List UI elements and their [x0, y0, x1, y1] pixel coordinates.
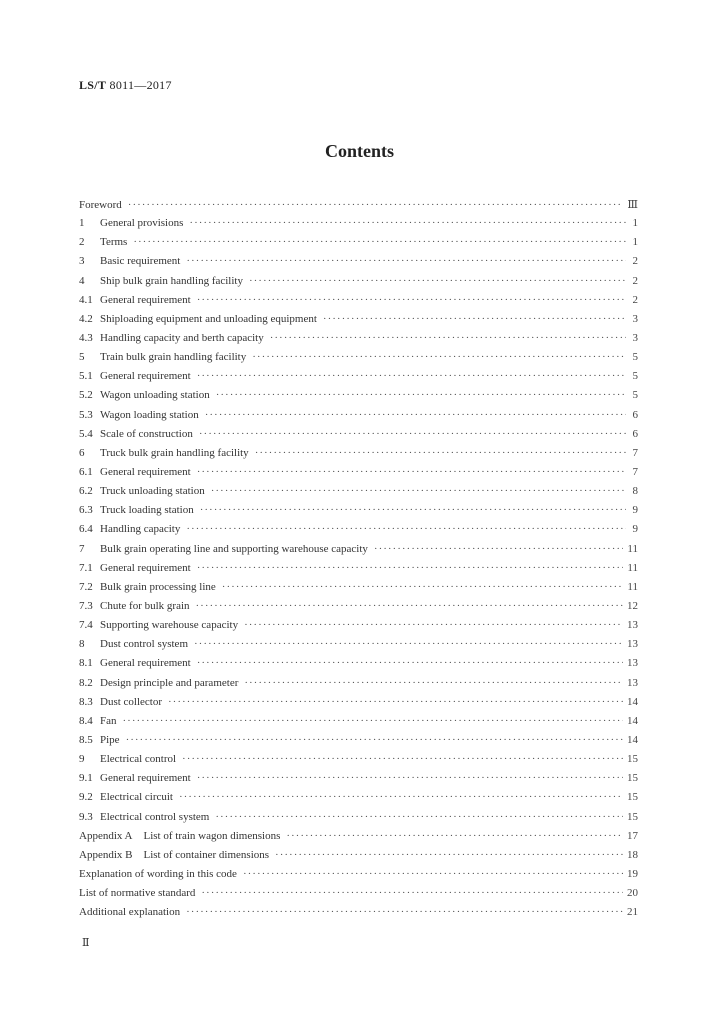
toc-entry[interactable] [79, 696, 638, 715]
toc-entry-label: General requirement [100, 561, 191, 574]
toc-entry[interactable] [79, 428, 638, 447]
toc-entry-label: Handling capacity and berth capacity [100, 331, 264, 344]
toc-entry-label: Supporting warehouse capacity [100, 619, 239, 632]
toc-entry-number: Appendix A [79, 829, 133, 842]
toc-entry[interactable] [79, 332, 638, 351]
toc-entry-page: 15 [627, 791, 638, 804]
dot-leader [133, 236, 626, 248]
toc-entry-label: Bulk grain operating line and supporting warehouse capacity [100, 542, 368, 555]
dot-leader [200, 504, 626, 516]
toc-entry[interactable] [79, 677, 638, 696]
toc-entry-page: 1 [632, 217, 638, 230]
toc-entry-number: 4 [79, 274, 85, 287]
toc-entry-number: 5.2 [79, 389, 93, 402]
toc-entry-label: General requirement [100, 465, 191, 478]
toc-entry-label: Shiploading equipment and unloading equipment [100, 312, 317, 325]
toc-entry-page: 5 [632, 351, 638, 364]
toc-entry-page: 6 [632, 408, 638, 421]
toc-entry-number: 6 [79, 446, 85, 459]
toc-entry[interactable] [79, 734, 638, 753]
dot-leader [270, 332, 626, 344]
dot-leader [211, 485, 626, 497]
dot-leader [168, 696, 623, 708]
toc-entry-number: 8.5 [79, 733, 93, 746]
toc-entry-number: 8.3 [79, 695, 93, 708]
toc-entry-label: Wagon unloading station [100, 389, 210, 402]
toc-entry[interactable] [79, 849, 638, 868]
toc-entry-page: 20 [627, 887, 638, 900]
toc-entry-number: 9.3 [79, 810, 93, 823]
page-title: Contents [324, 141, 394, 161]
toc-entry-label: Pipe [100, 733, 120, 746]
dot-leader [126, 734, 623, 746]
toc-entry-page: 21 [627, 906, 638, 919]
toc-entry-label: Explanation of wording in this code [79, 867, 237, 880]
dot-leader [215, 811, 623, 823]
toc-entry-label: List of container dimensions [143, 848, 270, 861]
toc-entry[interactable] [79, 657, 638, 676]
toc-entry-label: Truck bulk grain handling facility [100, 446, 249, 459]
dot-leader [216, 389, 626, 401]
toc-entry-page: Ⅲ [627, 199, 638, 211]
dot-leader [197, 772, 623, 784]
dot-leader [244, 677, 623, 689]
toc-entry-label: Chute for bulk grain [100, 599, 190, 612]
toc-entry-page: 7 [632, 465, 638, 478]
toc-entry[interactable] [79, 294, 638, 313]
toc-entry-label: Design principle and parameter [100, 676, 239, 689]
toc-entry-page: 5 [632, 370, 638, 383]
toc-entry-page: 19 [627, 867, 638, 880]
dot-leader [199, 428, 626, 440]
toc-entry-number: 7.1 [79, 561, 93, 574]
dot-leader [186, 523, 626, 535]
dot-leader [186, 906, 623, 918]
toc-entry[interactable] [79, 504, 638, 523]
page-number: Ⅱ [82, 937, 90, 949]
toc-entry-number: 6.4 [79, 523, 93, 536]
toc-entry[interactable] [79, 600, 638, 619]
dot-leader [275, 849, 623, 861]
toc-entry[interactable] [79, 447, 638, 466]
toc-entry[interactable] [79, 562, 638, 581]
toc-entry-number: 8 [79, 638, 85, 651]
toc-entry-page: 14 [627, 733, 638, 746]
toc-entry-page: 13 [627, 619, 638, 632]
toc-entry-page: 7 [632, 446, 638, 459]
toc-entry[interactable] [79, 275, 638, 294]
toc-entry-label: Ship bulk grain handling facility [100, 274, 243, 287]
toc-entry[interactable] [79, 638, 638, 657]
toc-entry-page: 1 [632, 236, 638, 249]
toc-entry-label: Electrical circuit [100, 791, 173, 804]
dot-leader [222, 581, 624, 593]
dot-leader [196, 600, 623, 612]
toc-entry-number: 8.4 [79, 714, 93, 727]
toc-entry-page: 17 [627, 829, 638, 842]
toc-entry-page: 9 [632, 504, 638, 517]
toc-entry-label: Electrical control [100, 753, 177, 766]
toc-entry[interactable] [79, 198, 638, 217]
toc-entry-label: General requirement [100, 293, 191, 306]
toc-entry-label: General provisions [100, 217, 184, 230]
toc-entry-number: 3 [79, 255, 85, 268]
toc-entry-page: 15 [627, 753, 638, 766]
table-of-contents [79, 198, 638, 925]
toc-entry-page: 14 [627, 714, 638, 727]
toc-entry-page: 13 [627, 638, 638, 651]
toc-entry[interactable] [79, 581, 638, 600]
toc-entry-page: 3 [632, 312, 638, 325]
toc-entry-label: Dust control system [100, 638, 188, 651]
toc-entry[interactable] [79, 887, 638, 906]
toc-entry-number: 8.2 [79, 676, 93, 689]
dot-leader [123, 715, 624, 727]
dot-leader [286, 830, 623, 842]
toc-entry-page: 13 [627, 676, 638, 689]
dot-leader [197, 657, 623, 669]
toc-entry-label: Electrical control system [100, 810, 210, 823]
toc-entry-number: 4.1 [79, 293, 93, 306]
toc-entry[interactable] [79, 409, 638, 428]
toc-entry-label: Bulk grain processing line [100, 580, 216, 593]
toc-entry-number: 7 [79, 542, 85, 555]
toc-entry-label: Truck loading station [100, 504, 194, 517]
toc-entry-label: List of train wagon dimensions [143, 829, 281, 842]
toc-entry-label: Additional explanation [79, 906, 181, 919]
dot-leader [179, 791, 623, 803]
dot-leader [194, 638, 623, 650]
toc-entry-label: Basic requirement [100, 255, 181, 268]
toc-entry[interactable] [79, 466, 638, 485]
dot-leader [182, 753, 623, 765]
toc-entry-page: 11 [627, 561, 638, 574]
toc-entry-number: 7.4 [79, 619, 93, 632]
toc-entry-number: 4.3 [79, 331, 93, 344]
toc-entry-label: Foreword [79, 199, 122, 211]
toc-entry-label: General requirement [100, 370, 191, 383]
standard-prefix: LS/T [79, 78, 107, 92]
toc-entry-page: 15 [627, 810, 638, 823]
dot-leader [197, 370, 626, 382]
toc-entry-number: Appendix B [79, 848, 133, 861]
dot-leader [255, 447, 626, 459]
toc-entry[interactable] [79, 351, 638, 370]
toc-entry[interactable] [79, 313, 638, 332]
dot-leader [197, 562, 624, 574]
dot-leader [128, 199, 624, 211]
dot-leader [201, 887, 623, 899]
toc-entry-page: 2 [632, 293, 638, 306]
toc-entry-label: General requirement [100, 657, 191, 670]
toc-entry-number: 7.3 [79, 599, 93, 612]
standard-number: 8011—2017 [109, 78, 172, 92]
toc-entry-number: 8.1 [79, 657, 93, 670]
toc-entry-label: General requirement [100, 772, 191, 785]
toc-entry-number: 5 [79, 351, 85, 364]
toc-entry-page: 13 [627, 657, 638, 670]
dot-leader [197, 294, 626, 306]
dot-leader [186, 255, 626, 267]
toc-entry-label: Scale of construction [100, 427, 193, 440]
toc-entry-page: 11 [627, 580, 638, 593]
toc-entry-number: 6.1 [79, 465, 93, 478]
toc-entry-label: List of normative standard [79, 887, 196, 900]
standard-code [79, 78, 172, 93]
toc-entry-number: 6.3 [79, 504, 93, 517]
toc-entry-number: 4.2 [79, 312, 93, 325]
toc-entry-number: 5.1 [79, 370, 93, 383]
toc-entry-page: 2 [632, 255, 638, 268]
dot-leader [249, 275, 626, 287]
dot-leader [243, 868, 623, 880]
toc-entry-number: 2 [79, 236, 85, 249]
toc-entry-page: 3 [632, 331, 638, 344]
toc-entry-number: 5.3 [79, 408, 93, 421]
dot-leader [189, 217, 626, 229]
toc-entry-page: 8 [632, 485, 638, 498]
toc-entry[interactable] [79, 715, 638, 734]
toc-entry[interactable] [79, 217, 638, 236]
toc-entry-page: 15 [627, 772, 638, 785]
toc-entry-number: 6.2 [79, 485, 93, 498]
toc-entry[interactable] [79, 830, 638, 849]
toc-entry[interactable] [79, 811, 638, 830]
toc-entry-page: 11 [627, 542, 638, 555]
toc-entry[interactable] [79, 236, 638, 255]
toc-entry[interactable] [79, 868, 638, 887]
toc-entry-number: 7.2 [79, 580, 93, 593]
toc-entry-label: Handling capacity [100, 523, 181, 536]
toc-entry[interactable] [79, 619, 638, 638]
toc-entry[interactable] [79, 523, 638, 542]
toc-entry-label: Fan [100, 714, 117, 727]
toc-entry-number: 9.1 [79, 772, 93, 785]
toc-entry-label: Train bulk grain handling facility [100, 351, 247, 364]
toc-entry-label: Terms [100, 236, 128, 249]
toc-entry[interactable] [79, 485, 638, 504]
toc-entry[interactable] [79, 772, 638, 791]
dot-leader [205, 409, 626, 421]
toc-entry-page: 14 [627, 695, 638, 708]
toc-entry-page: 9 [632, 523, 638, 536]
toc-entry[interactable] [79, 753, 638, 772]
dot-leader [252, 351, 626, 363]
toc-entry-page: 5 [632, 389, 638, 402]
dot-leader [323, 313, 626, 325]
toc-entry-page: 12 [627, 599, 638, 612]
toc-entry-label: Wagon loading station [100, 408, 199, 421]
toc-entry[interactable] [79, 906, 638, 925]
toc-entry-number: 1 [79, 217, 85, 230]
toc-entry-label: Truck unloading station [100, 485, 205, 498]
dot-leader [244, 619, 623, 631]
toc-entry-page: 6 [632, 427, 638, 440]
toc-entry-number: 9 [79, 753, 85, 766]
toc-entry-page: 18 [627, 848, 638, 861]
toc-entry-page: 2 [632, 274, 638, 287]
toc-entry[interactable] [79, 543, 638, 562]
dot-leader [197, 466, 626, 478]
toc-entry[interactable] [79, 389, 638, 408]
dot-leader [374, 543, 624, 555]
toc-entry[interactable] [79, 370, 638, 389]
toc-entry-number: 5.4 [79, 427, 93, 440]
toc-entry-number: 9.2 [79, 791, 93, 804]
toc-entry-label: Dust collector [100, 695, 163, 708]
toc-entry[interactable] [79, 791, 638, 810]
toc-entry[interactable] [79, 255, 638, 274]
